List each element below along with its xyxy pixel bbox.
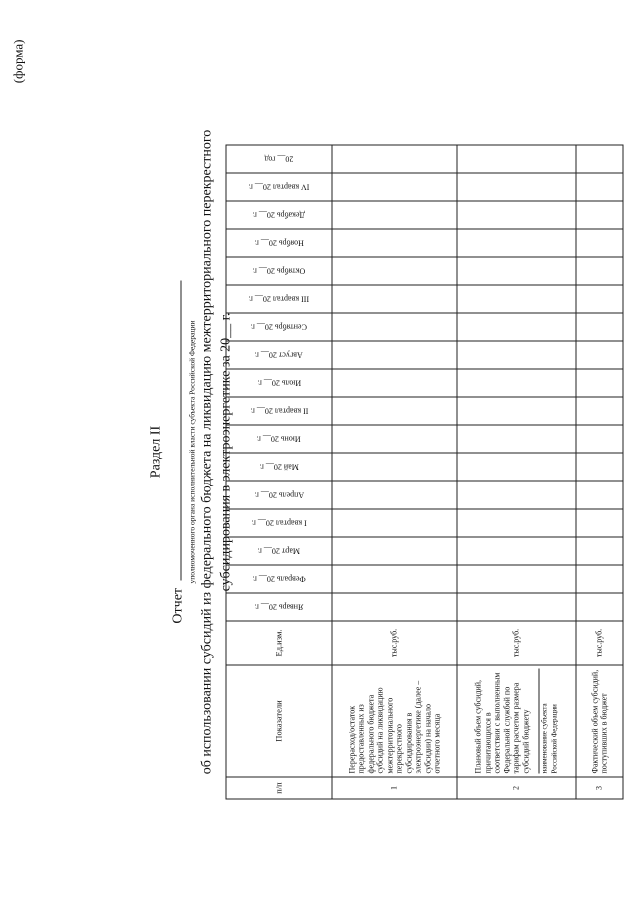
table-row bbox=[457, 145, 576, 799]
value-cell[interactable] bbox=[332, 397, 457, 425]
value-cell[interactable] bbox=[332, 257, 457, 285]
value-cell[interactable] bbox=[332, 201, 457, 229]
value-cell[interactable] bbox=[457, 537, 576, 565]
value-cell[interactable] bbox=[457, 201, 576, 229]
value-cell[interactable] bbox=[332, 509, 457, 537]
value-cell[interactable] bbox=[457, 481, 576, 509]
header-unit: Ед.изм. bbox=[226, 621, 332, 665]
value-cell[interactable] bbox=[576, 145, 623, 173]
value-cell[interactable] bbox=[332, 537, 457, 565]
row-unit: тыс.руб. bbox=[332, 621, 457, 665]
value-cell[interactable] bbox=[457, 565, 576, 593]
value-cell[interactable] bbox=[457, 173, 576, 201]
value-cell[interactable] bbox=[576, 425, 623, 453]
value-cell[interactable] bbox=[457, 453, 576, 481]
report-subtitle-1: об использовании субсидий из федерального бюджета на ликвидацию межтерриториального перекрестного bbox=[199, 129, 215, 775]
value-cell[interactable] bbox=[457, 425, 576, 453]
row-indicator: Фактический объем субсидий, поступивших в бюджет bbox=[576, 665, 623, 777]
value-cell[interactable] bbox=[332, 173, 457, 201]
section-heading: Раздел II bbox=[148, 425, 164, 479]
row-indicator: Плановый объем субсидий, причитающихся в соответствии с выполненным Федеральной службой по тарифам расчетом размера субсидий бюджету bbox=[473, 672, 530, 774]
organ-blank-line bbox=[181, 280, 182, 580]
header-period: Май 20__ г. bbox=[226, 453, 332, 481]
header-period: Сентябрь 20__ г. bbox=[226, 313, 332, 341]
header-period: Август 20__ г. bbox=[226, 341, 332, 369]
value-cell[interactable] bbox=[576, 509, 623, 537]
header-num: п/п bbox=[226, 777, 332, 799]
report-table bbox=[226, 145, 624, 800]
value-cell[interactable] bbox=[457, 257, 576, 285]
value-cell[interactable] bbox=[576, 285, 623, 313]
value-cell[interactable] bbox=[457, 313, 576, 341]
value-cell[interactable] bbox=[576, 369, 623, 397]
row-unit: тыс.руб. bbox=[576, 621, 623, 665]
header-period: Октябрь 20__ г. bbox=[226, 257, 332, 285]
value-cell[interactable] bbox=[576, 397, 623, 425]
table-row bbox=[576, 145, 623, 799]
value-cell[interactable] bbox=[332, 481, 457, 509]
value-cell[interactable] bbox=[332, 145, 457, 173]
value-cell[interactable] bbox=[576, 313, 623, 341]
value-cell[interactable] bbox=[576, 341, 623, 369]
row-indicator-cell bbox=[457, 665, 576, 777]
value-cell[interactable] bbox=[576, 453, 623, 481]
value-cell[interactable] bbox=[332, 369, 457, 397]
header-period: Март 20__ г. bbox=[226, 537, 332, 565]
region-name-caption: наименование субъекта Российской Федерации bbox=[539, 669, 560, 774]
value-cell[interactable] bbox=[576, 593, 623, 621]
value-cell[interactable] bbox=[457, 229, 576, 257]
table-row bbox=[332, 145, 457, 799]
value-cell[interactable] bbox=[576, 537, 623, 565]
header-period: III квартал 20__ г. bbox=[226, 285, 332, 313]
row-number: 2 bbox=[457, 777, 576, 799]
row-number: 3 bbox=[576, 777, 623, 799]
value-cell[interactable] bbox=[332, 229, 457, 257]
organ-caption: уполномоченного органа исполнительной власти субъекта Российской Федерации bbox=[187, 320, 197, 584]
value-cell[interactable] bbox=[332, 593, 457, 621]
row-number: 1 bbox=[332, 777, 457, 799]
value-cell[interactable] bbox=[457, 397, 576, 425]
value-cell[interactable] bbox=[457, 509, 576, 537]
header-period: Февраль 20__ г. bbox=[226, 565, 332, 593]
table-header-row bbox=[226, 145, 332, 799]
header-period: Ноябрь 20__ г. bbox=[226, 229, 332, 257]
header-indicator: Показатели bbox=[226, 665, 332, 777]
value-cell[interactable] bbox=[332, 341, 457, 369]
document-page bbox=[1, 0, 640, 905]
value-cell[interactable] bbox=[332, 565, 457, 593]
row-unit: тыс.руб. bbox=[457, 621, 576, 665]
value-cell[interactable] bbox=[576, 229, 623, 257]
header-period: Январь 20__ г. bbox=[226, 593, 332, 621]
form-label: (форма) bbox=[10, 39, 26, 84]
value-cell[interactable] bbox=[457, 369, 576, 397]
value-cell[interactable] bbox=[576, 173, 623, 201]
value-cell[interactable] bbox=[576, 481, 623, 509]
header-period: Декабрь 20__ г. bbox=[226, 201, 332, 229]
value-cell[interactable] bbox=[332, 313, 457, 341]
report-subtitle-2: субсидирования в электроэнергетике за 20__ г. bbox=[218, 312, 234, 592]
value-cell[interactable] bbox=[457, 341, 576, 369]
value-cell[interactable] bbox=[332, 285, 457, 313]
value-cell[interactable] bbox=[576, 201, 623, 229]
header-period: I квартал 20__ г. bbox=[226, 509, 332, 537]
value-cell[interactable] bbox=[332, 425, 457, 453]
header-period: Апрель 20__ г. bbox=[226, 481, 332, 509]
row-indicator: Перерасход/остаток предоставленных из федерального бюджета субсидий на ликвидацию межтерриториального перекрестного субсидирования в электроэнергетике (далее – субсидии) на начало отчетного месяца bbox=[332, 665, 457, 777]
header-period: 20__ год bbox=[226, 145, 332, 173]
header-period: Июнь 20__ г. bbox=[226, 425, 332, 453]
value-cell[interactable] bbox=[457, 285, 576, 313]
value-cell[interactable] bbox=[332, 453, 457, 481]
value-cell[interactable] bbox=[576, 257, 623, 285]
header-period: II квартал 20__ г. bbox=[226, 397, 332, 425]
header-period: Июль 20__ г. bbox=[226, 369, 332, 397]
report-word: Отчет bbox=[170, 587, 186, 624]
value-cell[interactable] bbox=[457, 593, 576, 621]
value-cell[interactable] bbox=[576, 565, 623, 593]
header-period: IV квартал 20__ г. bbox=[226, 173, 332, 201]
value-cell[interactable] bbox=[457, 145, 576, 173]
report-title-line bbox=[171, 0, 187, 905]
